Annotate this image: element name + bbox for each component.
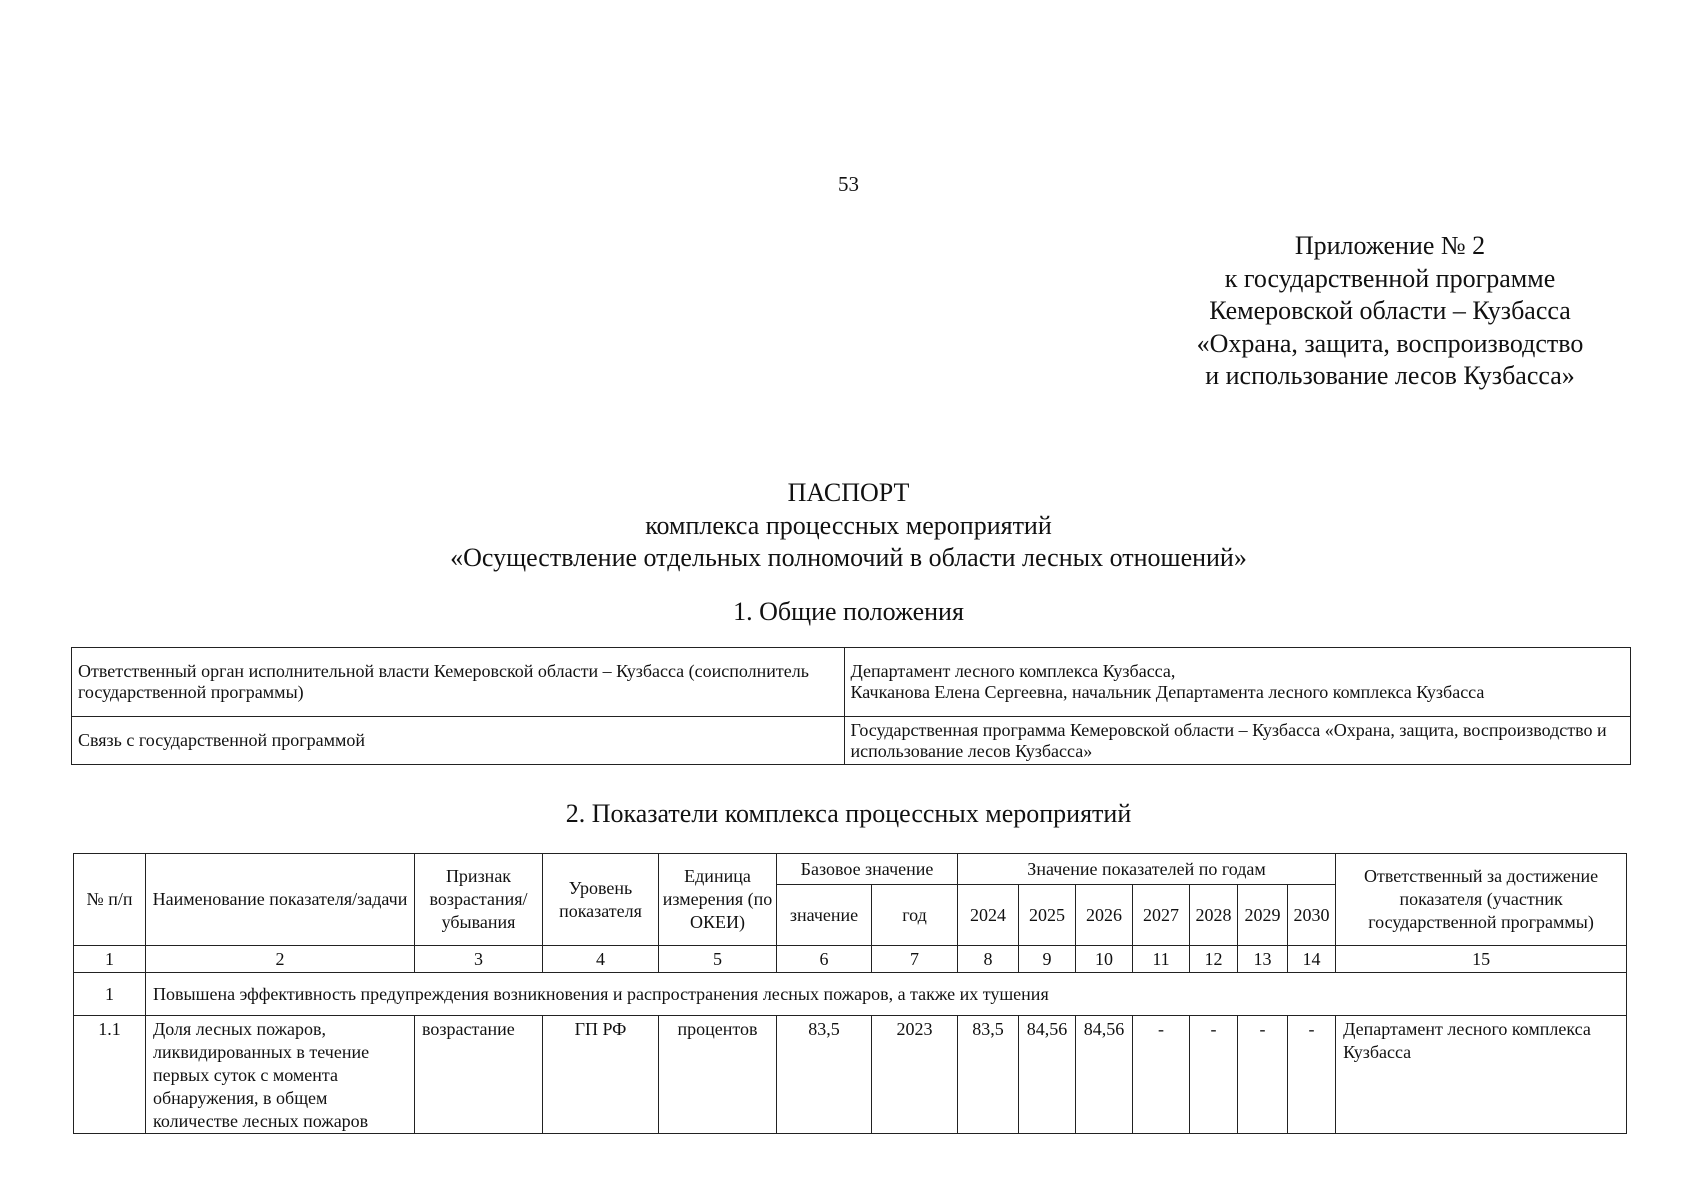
indicator-value-2024: 83,5 — [958, 1016, 1019, 1134]
indicator-base-value: 83,5 — [777, 1016, 872, 1134]
header-year: 2026 — [1076, 885, 1133, 946]
task-text: Повышена эффективность предупреждения возникновения и распространения лесных пожаров, а также их тушения — [146, 973, 1627, 1016]
header-level: Уровень показателя — [543, 854, 659, 946]
general-value-line: Департамент лесного комплекса Кузбасса, — [850, 661, 1176, 681]
header-year: 2030 — [1288, 885, 1336, 946]
title-line-name: «Осуществление отдельных полномочий в области лесных отношений» — [450, 543, 1247, 572]
appendix-line: к государственной программе — [1224, 263, 1556, 293]
header-base: Базовое значение — [777, 854, 958, 885]
general-cell-label: Ответственный орган исполнительной власти Кемеровской области – Кузбасса (соисполнитель государственной программы) — [72, 648, 845, 717]
general-cell-value — [844, 648, 1631, 717]
header-year: 2028 — [1190, 885, 1238, 946]
indicator-value-2027: - — [1133, 1016, 1190, 1134]
indicator-responsible: Департамент лесного комплекса Кузбасса — [1336, 1016, 1627, 1134]
column-number: 2 — [146, 946, 415, 973]
header-year: 2027 — [1133, 885, 1190, 946]
header-num: № п/п — [74, 854, 146, 946]
header-name: Наименование показателя/задачи — [146, 854, 415, 946]
appendix-line: «Охрана, защита, воспроизводство — [1196, 328, 1584, 358]
column-number: 1 — [74, 946, 146, 973]
column-number: 4 — [543, 946, 659, 973]
appendix-line: Кемеровской области – Кузбасса — [1209, 296, 1571, 325]
title-line-passport: ПАСПОРТ — [787, 478, 910, 507]
page-number: 53 — [838, 172, 859, 196]
column-number: 13 — [1238, 946, 1288, 973]
column-number: 14 — [1288, 946, 1336, 973]
section2-heading: 2. Показатели комплекса процессных мероприятий — [565, 799, 1132, 828]
column-number: 7 — [872, 946, 958, 973]
indicator-num: 1.1 — [74, 1016, 146, 1134]
indicator-value-2028: - — [1190, 1016, 1238, 1134]
general-provisions-table — [71, 647, 1631, 765]
column-number: 15 — [1336, 946, 1627, 973]
table-row — [72, 648, 1631, 717]
header-year: 2025 — [1019, 885, 1076, 946]
appendix-note — [1170, 230, 1610, 393]
header-by-years: Значение показателей по годам — [958, 854, 1336, 885]
indicator-name: Доля лесных пожаров, ликвидированных в течение первых суток с момента обнаружения, в общем количестве лесных пожаров — [146, 1016, 415, 1134]
column-number: 12 — [1190, 946, 1238, 973]
indicator-value-2025: 84,56 — [1019, 1016, 1076, 1134]
header-row — [74, 854, 1627, 885]
column-number: 10 — [1076, 946, 1133, 973]
column-number: 9 — [1019, 946, 1076, 973]
column-number: 5 — [659, 946, 777, 973]
appendix-line: и использование лесов Кузбасса» — [1205, 361, 1575, 390]
indicator-level: ГП РФ — [543, 1016, 659, 1134]
general-value-line: Качканова Елена Сергеевна, начальник Департамента лесного комплекса Кузбасса — [850, 682, 1485, 702]
header-base-value: значение — [777, 885, 872, 946]
indicators-table — [73, 853, 1627, 1134]
column-number: 3 — [415, 946, 543, 973]
general-cell-value: Государственная программа Кемеровской области – Кузбасса «Охрана, защита, воспроизводство и использование лесов Кузбасса» — [844, 717, 1631, 765]
indicator-unit: процентов — [659, 1016, 777, 1134]
header-year: 2029 — [1238, 885, 1288, 946]
header-sign: Признак возрастания/ убывания — [415, 854, 543, 946]
column-number: 6 — [777, 946, 872, 973]
section1-heading: 1. Общие положения — [733, 597, 964, 626]
header-base-year: год — [872, 885, 958, 946]
table-row — [74, 1016, 1627, 1134]
appendix-line: Приложение № 2 — [1294, 231, 1486, 260]
indicator-sign: возрастание — [415, 1016, 543, 1134]
header-year: 2024 — [958, 885, 1019, 946]
column-number: 11 — [1133, 946, 1190, 973]
indicator-base-year: 2023 — [872, 1016, 958, 1134]
task-row — [74, 973, 1627, 1016]
header-unit: Единица измерения (по ОКЕИ) — [659, 854, 777, 946]
indicator-value-2030: - — [1288, 1016, 1336, 1134]
column-number-row — [74, 946, 1627, 973]
header-responsible: Ответственный за достижение показателя (участник государственной программы) — [1336, 854, 1627, 946]
table-row — [72, 717, 1631, 765]
general-cell-label: Связь с государственной программой — [72, 717, 845, 765]
indicator-value-2026: 84,56 — [1076, 1016, 1133, 1134]
indicator-value-2029: - — [1238, 1016, 1288, 1134]
document-title — [0, 477, 1697, 575]
title-line-complex: комплекса процессных мероприятий — [645, 510, 1052, 540]
task-num: 1 — [74, 973, 146, 1016]
column-number: 8 — [958, 946, 1019, 973]
